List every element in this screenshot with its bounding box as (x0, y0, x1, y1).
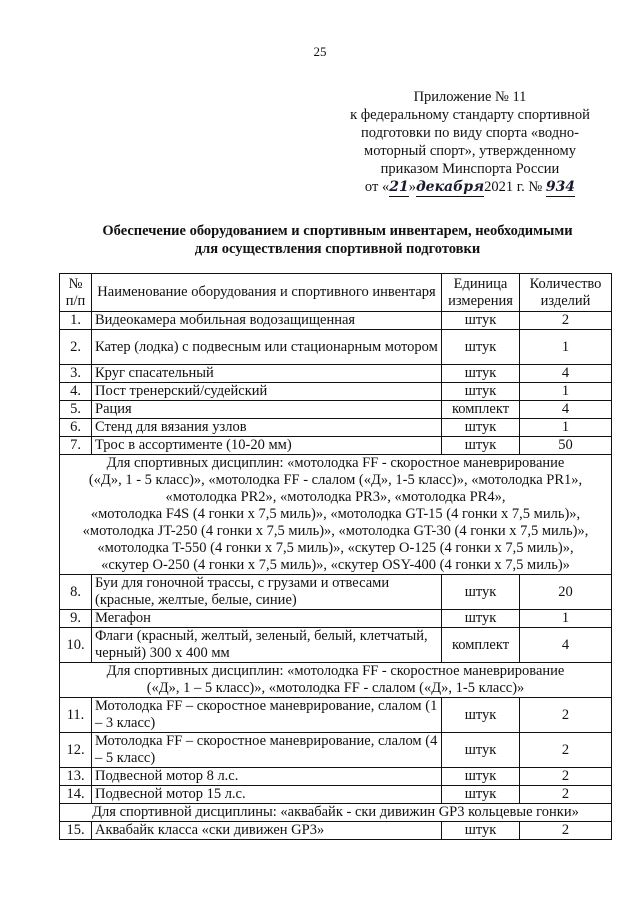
appendix-date-line (330, 178, 610, 197)
header-name: Наименование оборудования и спортивного инвентаря (92, 274, 442, 312)
row-qty: 1 (520, 419, 612, 437)
row-qty: 4 (520, 401, 612, 419)
row-name: Мегафон (92, 610, 442, 628)
row-num: 5. (60, 401, 92, 419)
section-line: «мотолодка F4S (4 гонки х 7,5 миль)», «мотолодка GT-15 (4 гонки х 7,5 миль)», (90, 506, 581, 522)
row-unit: штук (442, 822, 520, 840)
row-num: 12. (60, 733, 92, 768)
row-name: Мотолодка FF – скоростное маневрирование, слалом (4 – 5 класс) (92, 733, 442, 768)
table-row (60, 437, 612, 455)
title-line: для осуществления спортивной подготовки (194, 241, 481, 257)
section-line: («Д», 1 – 5 класс)», «мотолодка FF - слалом («Д», 1-5 класс)» (146, 680, 525, 696)
row-num: 7. (60, 437, 92, 455)
row-qty: 1 (520, 383, 612, 401)
row-qty: 2 (520, 786, 612, 804)
row-name: Подвесной мотор 15 л.с. (92, 786, 442, 804)
row-num: 14. (60, 786, 92, 804)
date-mid: » (408, 179, 416, 195)
row-name: Подвесной мотор 8 л.с. (92, 768, 442, 786)
table-row (60, 330, 612, 365)
section-row (60, 663, 612, 698)
row-name: Катер (лодка) с подвесным или стационарным мотором (92, 330, 442, 365)
row-unit: штук (442, 575, 520, 610)
row-num: 8. (60, 575, 92, 610)
row-name: Флаги (красный, желтый, зеленый, белый, клетчатый, черный) 300 х 400 мм (92, 628, 442, 663)
title-line: Обеспечение оборудованием и спортивным инвентарем, необходимыми (102, 223, 573, 239)
row-unit: штук (442, 768, 520, 786)
row-unit: штук (442, 786, 520, 804)
table-row (60, 822, 612, 840)
row-unit: штук (442, 365, 520, 383)
header-num: № п/п (60, 274, 92, 312)
row-name: Видеокамера мобильная водозащищенная (92, 312, 442, 330)
row-name: Трос в ассортименте (10-20 мм) (92, 437, 442, 455)
row-unit: штук (442, 437, 520, 455)
row-unit: комплект (442, 628, 520, 663)
row-num: 1. (60, 312, 92, 330)
row-num: 3. (60, 365, 92, 383)
row-name: Буи для гоночной трассы, с грузами и отвесами (красные, желтые, белые, синие) (92, 575, 442, 610)
row-unit: штук (442, 733, 520, 768)
row-num: 13. (60, 768, 92, 786)
appendix-header (330, 88, 610, 197)
appendix-line: Приложение № 11 (413, 89, 527, 105)
row-num: 6. (60, 419, 92, 437)
row-unit: штук (442, 312, 520, 330)
section-heading (60, 455, 612, 575)
appendix-line: подготовки по виду спорта «водно- (361, 125, 579, 141)
row-qty: 50 (520, 437, 612, 455)
section-heading (60, 804, 612, 822)
row-name: Круг спасательный (92, 365, 442, 383)
row-name: Аквабайк класса «ски дивижен GP3» (92, 822, 442, 840)
row-num: 11. (60, 698, 92, 733)
handwritten-month: декабря (415, 179, 485, 195)
table-row (60, 786, 612, 804)
table-row (60, 733, 612, 768)
table-row (60, 628, 612, 663)
row-qty: 2 (520, 768, 612, 786)
section-line: Для спортивных дисциплин: «мотолодка FF - скоростное маневрирование (106, 455, 565, 471)
row-qty: 4 (520, 365, 612, 383)
table-row (60, 312, 612, 330)
row-qty: 1 (520, 330, 612, 365)
row-unit: штук (442, 383, 520, 401)
row-num: 4. (60, 383, 92, 401)
equipment-table (59, 273, 612, 840)
row-name: Рация (92, 401, 442, 419)
table-row (60, 419, 612, 437)
table-row (60, 610, 612, 628)
section-line: Для спортивной дисциплины: «аквабайк - ски дивижин GP3 кольцевые гонки» (92, 804, 579, 820)
section-line: «мотолодка PR2», «мотолодка PR3», «мотолодка PR4», (165, 489, 506, 505)
row-unit: штук (442, 419, 520, 437)
table-row (60, 698, 612, 733)
section-line: «мотолодка T-550 (4 гонки х 7,5 миль)», «скутер O-125 (4 гонки х 7,5 миль)», (97, 540, 574, 556)
row-name: Мотолодка FF – скоростное маневрирование, слалом (1 – 3 класс) (92, 698, 442, 733)
header-unit: Единица измерения (442, 274, 520, 312)
handwritten-number: 934 (545, 179, 576, 195)
section-row (60, 804, 612, 822)
appendix-line: к федеральному стандарту спортивной (350, 107, 590, 123)
section-row (60, 455, 612, 575)
row-qty: 2 (520, 733, 612, 768)
appendix-line: моторный спорт», утвержденному (364, 143, 576, 159)
row-qty: 20 (520, 575, 612, 610)
table-row (60, 365, 612, 383)
row-qty: 2 (520, 822, 612, 840)
row-unit: штук (442, 698, 520, 733)
row-num: 10. (60, 628, 92, 663)
table-row (60, 401, 612, 419)
section-line: Для спортивных дисциплин: «мотолодка FF - скоростное маневрирование (106, 663, 565, 679)
row-name: Стенд для вязания узлов (92, 419, 442, 437)
row-num: 9. (60, 610, 92, 628)
row-qty: 2 (520, 312, 612, 330)
row-name: Пост тренерский/судейский (92, 383, 442, 401)
page-number: 25 (313, 44, 327, 59)
row-qty: 4 (520, 628, 612, 663)
row-qty: 2 (520, 698, 612, 733)
date-prefix: от « (364, 179, 390, 195)
document-title (60, 222, 615, 258)
table-header-row (60, 274, 612, 312)
section-line: «мотолодка JT-250 (4 гонки х 7,5 миль)», «мотолодка GT-30 (4 гонки х 7,5 миль)», (82, 523, 589, 539)
row-unit: штук (442, 330, 520, 365)
row-unit: комплект (442, 401, 520, 419)
row-unit: штук (442, 610, 520, 628)
header-qty: Количество изделий (520, 274, 612, 312)
table-row (60, 575, 612, 610)
table-row (60, 383, 612, 401)
date-year: 2021 г. № (484, 179, 543, 195)
row-num: 2. (60, 330, 92, 365)
table-row (60, 768, 612, 786)
handwritten-day: 21 (389, 179, 409, 195)
section-line: «скутер O-250 (4 гонки х 7,5 миль)», «скутер OSY-400 (4 гонки х 7,5 миль)» (101, 557, 570, 573)
row-num: 15. (60, 822, 92, 840)
section-line: («Д», 1 - 5 класс)», «мотолодка FF - слалом («Д», 1-5 класс)», «мотолодка PR1», (88, 472, 583, 488)
section-heading (60, 663, 612, 698)
appendix-line: приказом Минспорта России (380, 161, 560, 177)
row-qty: 1 (520, 610, 612, 628)
